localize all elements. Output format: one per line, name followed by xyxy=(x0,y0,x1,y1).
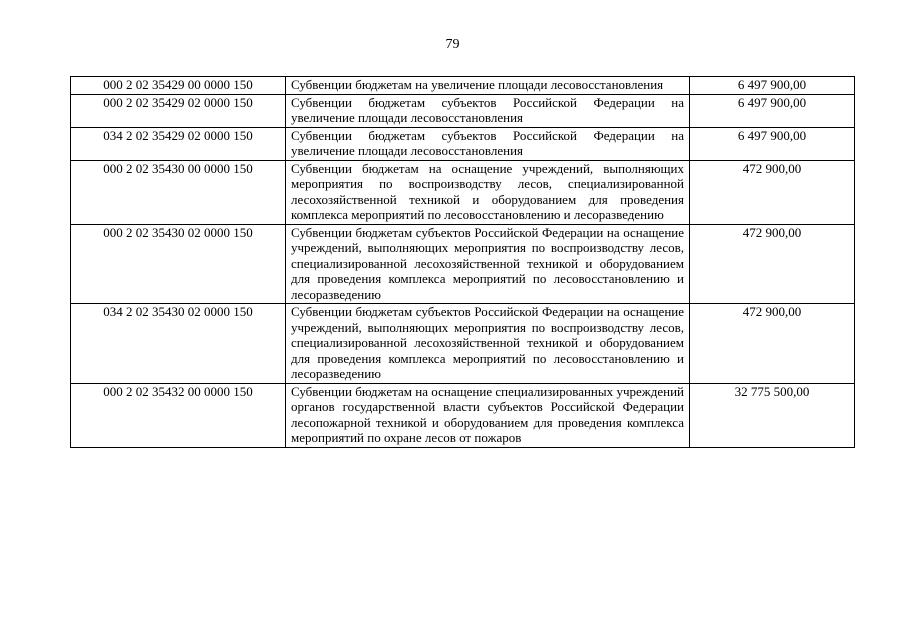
table-row xyxy=(71,77,855,95)
table-row xyxy=(71,304,855,384)
revenue-name-cell: Субвенции бюджетам субъектов Российской Федерации на увеличение площади лесовосстановления xyxy=(286,94,690,127)
amount-cell: 6 497 900,00 xyxy=(690,127,855,160)
table-row xyxy=(71,127,855,160)
table-row xyxy=(71,224,855,304)
amount-cell: 472 900,00 xyxy=(690,224,855,304)
revenue-name-cell: Субвенции бюджетам на увеличение площади лесовосстановления xyxy=(286,77,690,95)
revenue-name-cell: Субвенции бюджетам субъектов Российской Федерации на оснащение учреждений, выполняющих мероприятия по воспроизводству лесов, специализированной лесохозяйственной техникой и оборудованием для проведения комплекса мероприятий по лесовосстановлению и лесоразведению xyxy=(286,304,690,384)
budget-code-cell: 000 2 02 35430 02 0000 150 xyxy=(71,224,286,304)
table-row xyxy=(71,94,855,127)
budget-revenue-table xyxy=(70,76,855,448)
revenue-name-cell: Субвенции бюджетам субъектов Российской Федерации на увеличение площади лесовосстановления xyxy=(286,127,690,160)
budget-code-cell: 000 2 02 35429 00 0000 150 xyxy=(71,77,286,95)
amount-cell: 6 497 900,00 xyxy=(690,77,855,95)
amount-cell: 6 497 900,00 xyxy=(690,94,855,127)
amount-cell: 32 775 500,00 xyxy=(690,383,855,447)
amount-cell: 472 900,00 xyxy=(690,304,855,384)
revenue-name-cell: Субвенции бюджетам субъектов Российской Федерации на оснащение учреждений, выполняющих мероприятия по воспроизводству лесов, специализированной лесохозяйственной техникой и оборудованием для проведения комплекса мероприятий по лесовосстановлению и лесоразведению xyxy=(286,224,690,304)
budget-code-cell: 034 2 02 35429 02 0000 150 xyxy=(71,127,286,160)
amount-cell: 472 900,00 xyxy=(690,160,855,224)
budget-code-cell: 000 2 02 35430 00 0000 150 xyxy=(71,160,286,224)
revenue-name-cell: Субвенции бюджетам на оснащение специализированных учреждений органов государственной власти субъектов Российской Федерации лесопожарной техникой и оборудованием для проведения комплекса мероприятий по охране лесов от пожаров xyxy=(286,383,690,447)
budget-code-cell: 000 2 02 35429 02 0000 150 xyxy=(71,94,286,127)
table-row xyxy=(71,160,855,224)
page-number: 79 xyxy=(445,37,460,52)
budget-code-cell: 034 2 02 35430 02 0000 150 xyxy=(71,304,286,384)
revenue-name-cell: Субвенции бюджетам на оснащение учреждений, выполняющих мероприятия по воспроизводству лесов, специализированной лесохозяйственной техникой и оборудованием для проведения комплекса мероприятий по лесовосстановлению и лесоразведению xyxy=(286,160,690,224)
budget-code-cell: 000 2 02 35432 00 0000 150 xyxy=(71,383,286,447)
table-row xyxy=(71,383,855,447)
